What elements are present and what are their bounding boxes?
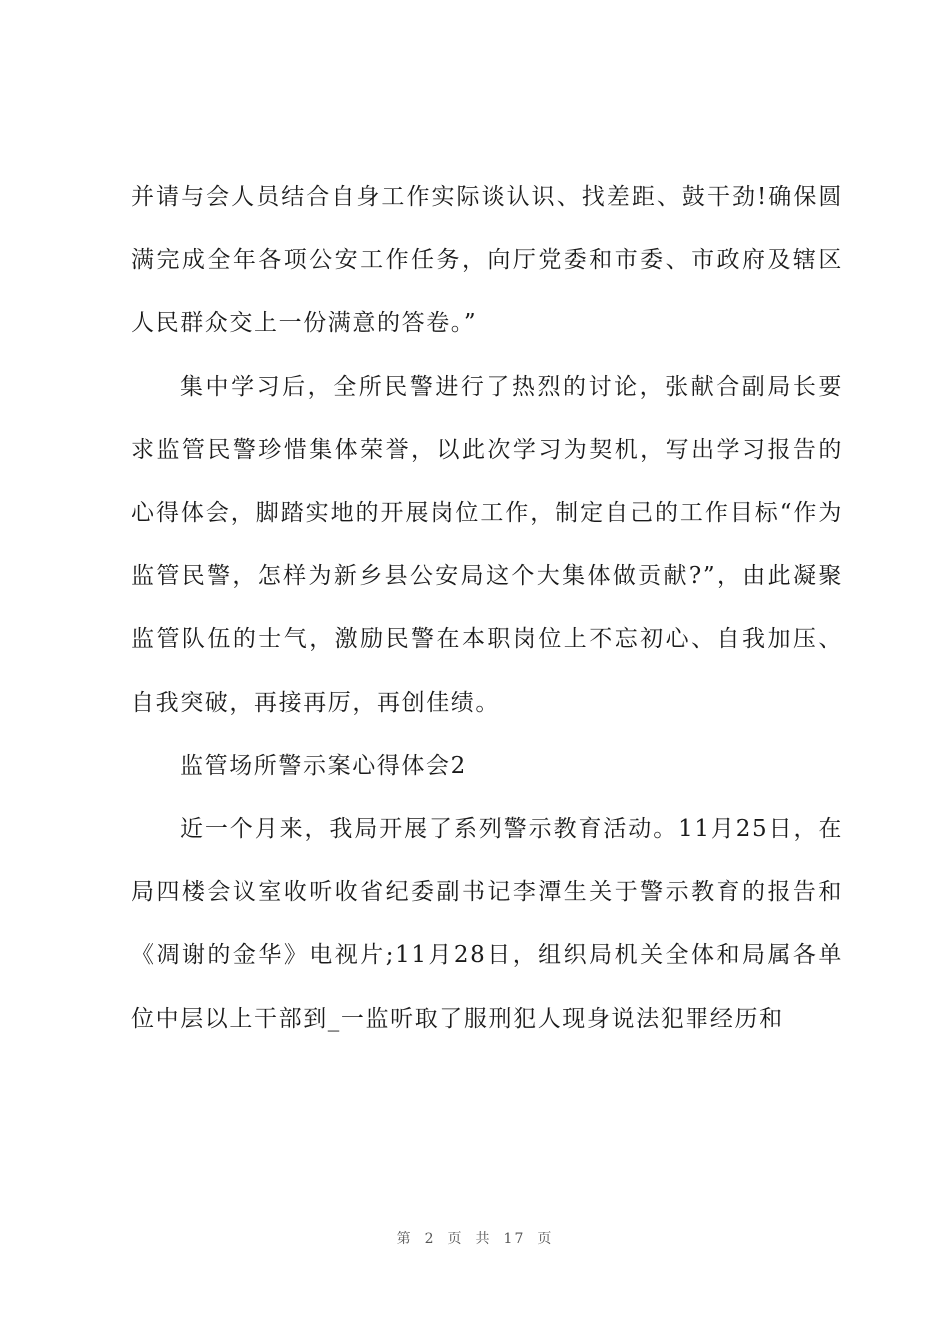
paragraph-2: 集中学习后，全所民警进行了热烈的讨论，张献合副局长要求监管民警珍惜集体荣誉，以此次学习为契机，写出学习报告的心得体会，脚踏实地的开展岗位工作，制定自己的工作目标“作为监管民警，怎样为新乡县公安局这个大集体做贡献?”，由此凝聚监管队伍的士气，激励民警在本职岗位上不忘初心、自我加压、自我突破，再接再厉，再创佳绩。 <box>131 373 843 716</box>
footer-ye2: 页 <box>537 1231 554 1247</box>
document-body <box>131 166 843 1051</box>
page-number: 2 <box>424 1231 436 1247</box>
footer-ye: 页 <box>447 1231 464 1247</box>
page-footer <box>0 1228 950 1248</box>
total-pages: 17 <box>503 1231 526 1247</box>
footer-gong: 共 <box>475 1231 492 1247</box>
section-heading: 监管场所警示案心得体会2 <box>180 752 467 779</box>
paragraph-1: 并请与会人员结合自身工作实际谈认识、找差距、鼓干劲!确保圆满完成全年各项公安工作任务，向厅党委和市委、市政府及辖区人民群众交上一份满意的答卷。” <box>131 184 843 337</box>
paragraph-3: 近一个月来，我局开展了系列警示教育活动。11月25日，在局四楼会议室收听收省纪委副书记李潭生关于警示教育的报告和《凋谢的金华》电视片;11月28日，组织局机关全体和局属各单位中层以上干部到_一监听取了服刑犯人现身说法犯罪经历和 <box>131 816 843 1032</box>
footer-di: 第 <box>396 1231 413 1247</box>
